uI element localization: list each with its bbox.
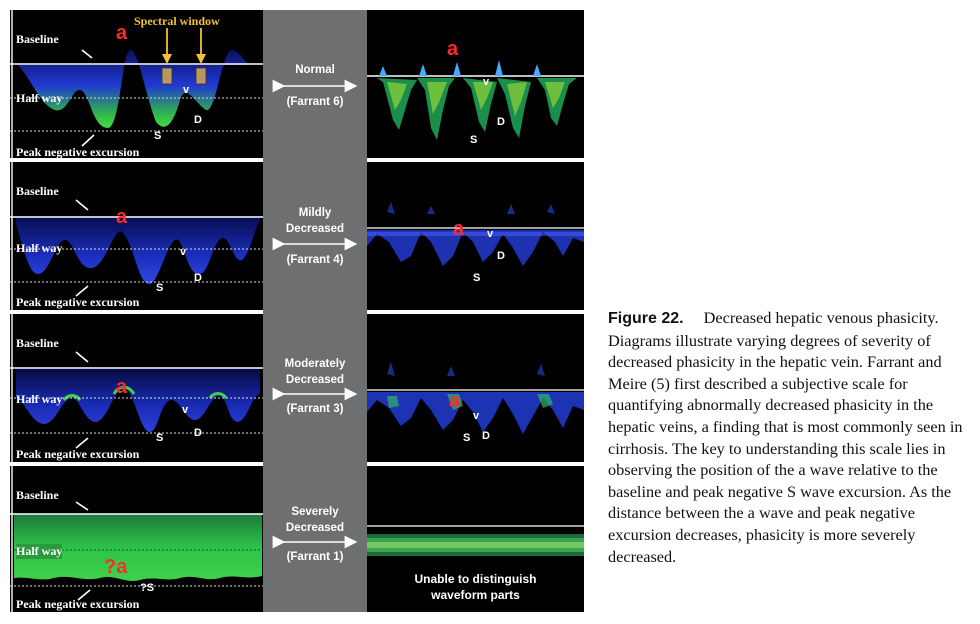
spectral-window-box-2 <box>196 68 206 84</box>
row2-label-1: Mildly <box>298 207 332 219</box>
severity-column <box>263 10 367 612</box>
doppler-mildly <box>367 162 584 310</box>
doppler-a-label: a <box>449 390 461 412</box>
a-wave-label: ?a <box>104 556 128 578</box>
halfway-label: Half way <box>16 91 63 105</box>
doppler-normal <box>367 10 584 158</box>
row4-label-2: Decreased <box>285 522 345 534</box>
peak-negative-label: Peak negative excursion <box>16 597 140 611</box>
v-wave-label: v <box>180 246 187 258</box>
doppler-s-label: S <box>473 272 481 284</box>
doppler-severely <box>367 466 584 612</box>
doppler-v-label: v <box>487 228 494 240</box>
row3-farrant: (Farrant 3) <box>286 403 344 415</box>
a-wave-label: a <box>116 376 128 398</box>
doppler-a-label: a <box>453 218 465 240</box>
a-wave-label: a <box>116 206 128 228</box>
doppler-s-label: S <box>463 432 471 444</box>
doppler-d-label: D <box>482 430 490 442</box>
doppler-moderately <box>367 314 584 462</box>
row2-farrant: (Farrant 4) <box>286 254 344 266</box>
peak-negative-label: Peak negative excursion <box>16 447 140 461</box>
doppler-a-label: a <box>447 38 459 60</box>
a-wave-label: a <box>116 22 128 44</box>
baseline-label: Baseline <box>16 488 59 502</box>
doppler-v-label: v <box>483 76 490 88</box>
row3-label-2: Decreased <box>285 374 345 386</box>
diagram-severely <box>10 466 263 612</box>
waveform-normal <box>18 50 250 128</box>
row1-label: Normal <box>295 64 335 76</box>
row1-farrant: (Farrant 6) <box>286 96 344 108</box>
d-wave-label: D <box>194 427 202 439</box>
s-wave-label: S <box>156 432 164 444</box>
d-wave-label: D <box>194 272 202 284</box>
halfway-label: Half way <box>16 392 63 406</box>
diagram-normal <box>10 10 263 158</box>
row4-farrant: (Farrant 1) <box>286 551 344 563</box>
doppler-v-label: v <box>473 410 480 422</box>
figure-caption <box>608 307 968 567</box>
caption-title: Figure 22. <box>608 310 700 327</box>
v-wave-label: v <box>182 404 189 416</box>
s-wave-label: S <box>156 282 164 294</box>
halfway-label: Half way <box>16 241 63 255</box>
row3-label-1: Moderately <box>284 358 346 370</box>
v-wave-label: v <box>183 84 190 96</box>
row2-label-2: Decreased <box>285 223 345 235</box>
peak-negative-label: Peak negative excursion <box>16 145 140 158</box>
s-wave-label: S <box>154 130 162 142</box>
spectral-window-box-1 <box>162 68 172 84</box>
d-wave-label: D <box>194 114 202 126</box>
s-wave-label: ?S <box>140 582 155 594</box>
baseline-label: Baseline <box>16 336 59 350</box>
doppler-s-label: S <box>470 134 478 146</box>
diagram-mildly <box>10 162 263 310</box>
doppler-note-line2: waveform parts <box>431 588 520 602</box>
diagram-moderately <box>10 314 263 462</box>
baseline-label: Baseline <box>16 32 59 46</box>
baseline-label: Baseline <box>16 184 59 198</box>
doppler-d-label: D <box>497 116 505 128</box>
row4-label-1: Severely <box>291 506 339 518</box>
halfway-label: Half way <box>16 544 63 558</box>
doppler-note-line1: Unable to distinguish <box>414 572 537 586</box>
peak-negative-label: Peak negative excursion <box>16 295 140 309</box>
caption-text: Decreased hepatic venous phasicity. Diagrams illustrate varying degrees of severity of decreased phasicity in the hepatic vein. Farrant and Meire (5) first described a subjective scale for quantifying abnormally decreased phasicity in the hepatic veins, a finding that is most commonly seen in cirrhosis. The key to understanding this scale lies in observing the position of the a wave relative to the baseline and peak negative S wave excursion. As the distance between the a wave and peak negative excursion decreases, phasicity is more severely decreased. <box>608 308 963 566</box>
spectral-window-label: Spectral window <box>134 14 220 28</box>
doppler-d-label: D <box>497 250 505 262</box>
